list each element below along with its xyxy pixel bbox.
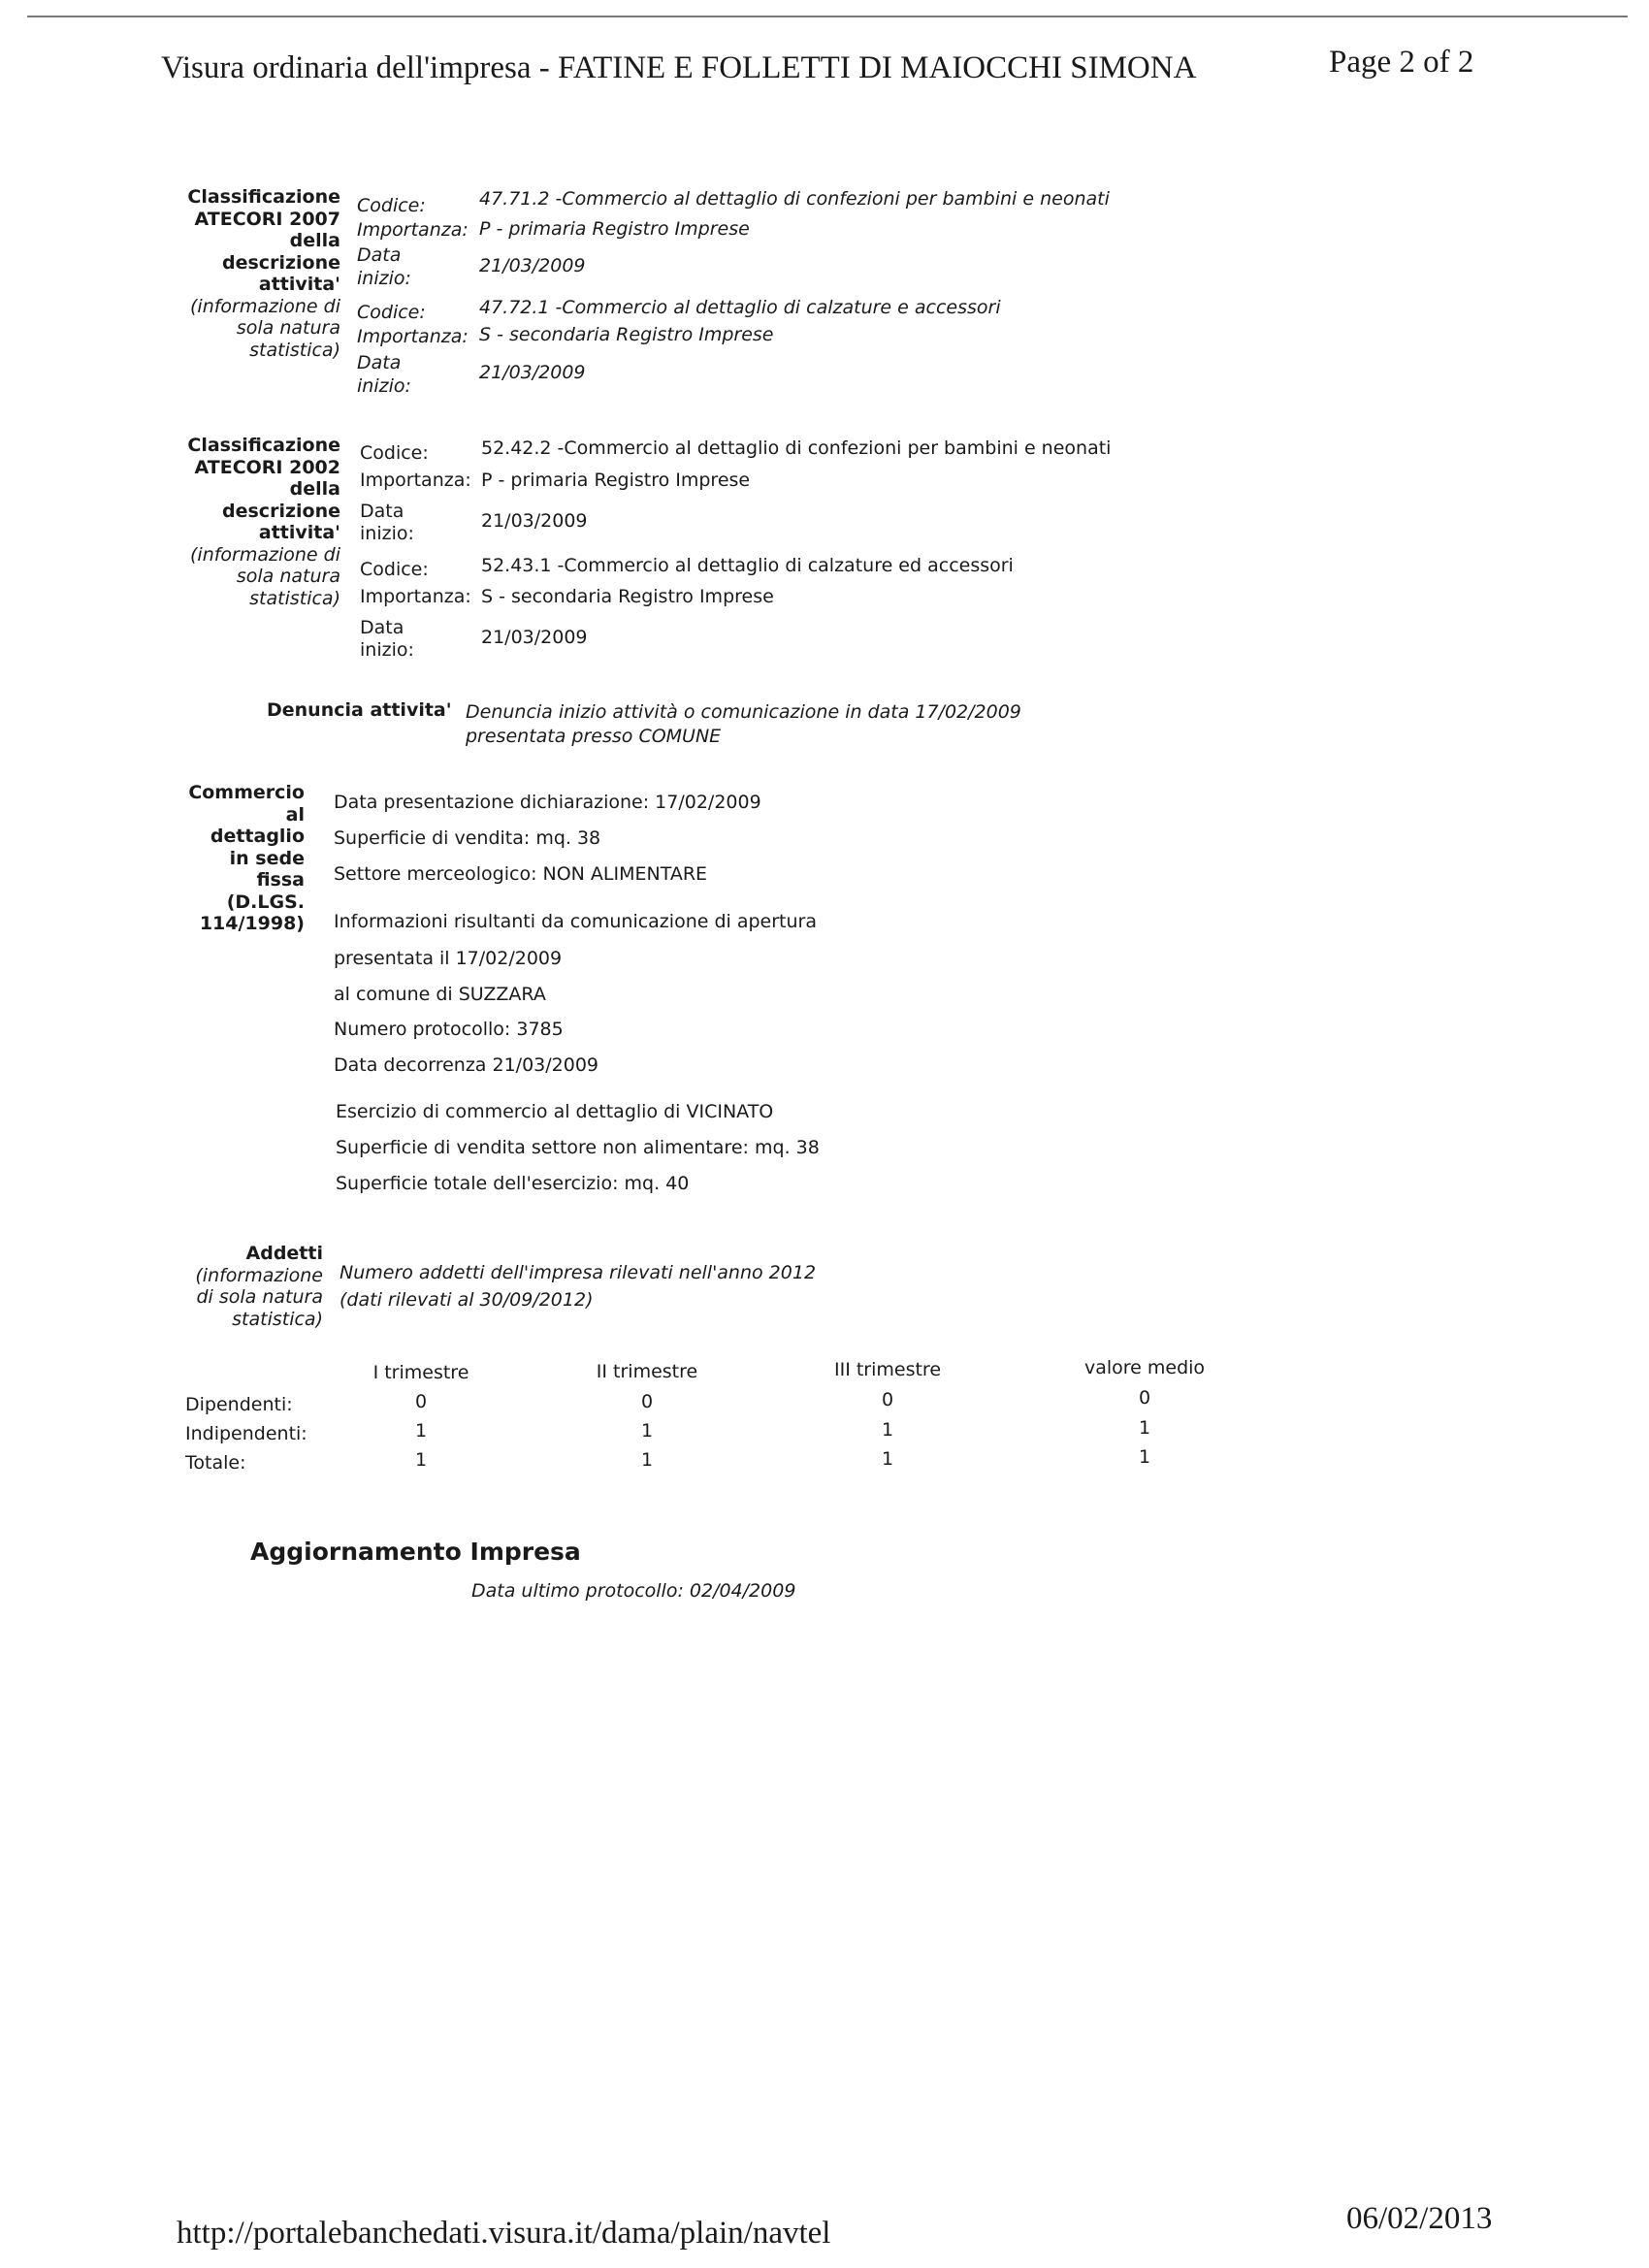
table-cell: 1 [1138, 1446, 1151, 1468]
table-cell: 0 [1138, 1387, 1151, 1409]
table-cell: 0 [881, 1389, 894, 1410]
field-label: Importanza: [357, 219, 469, 241]
label-line: descrizione [222, 500, 340, 522]
note-line: di sola natura [196, 1286, 323, 1308]
field-label: Codice: [360, 559, 429, 580]
commercio-label [188, 782, 305, 935]
label-line: attivita' [258, 522, 340, 543]
column-header: valore medio [1083, 1357, 1206, 1378]
denuncia-label: Denuncia attivita' [267, 699, 452, 721]
aggiornamento-title: Aggiornamento Impresa [250, 1538, 581, 1566]
top-rule [27, 16, 1628, 17]
table-cell: 1 [414, 1449, 428, 1471]
field-label: inizio: [357, 268, 411, 289]
label-line: descrizione [222, 251, 340, 274]
data-inizio-value: 21/03/2009 [479, 362, 586, 383]
column-header: III trimestre [833, 1359, 942, 1380]
field-label: Data [357, 244, 402, 266]
field-label: Importanza: [357, 326, 469, 347]
table-cell: 0 [414, 1391, 428, 1412]
table-cell: 1 [1138, 1417, 1151, 1439]
table-cell: 1 [640, 1449, 654, 1471]
commercio-line: Data decorrenza 21/03/2009 [334, 1054, 598, 1076]
column-header: II trimestre [596, 1361, 698, 1382]
addetti-label [195, 1243, 323, 1330]
page-number: Page 2 of 2 [1329, 45, 1474, 80]
label-line: attivita' [258, 274, 340, 295]
note-line: statistica) [249, 339, 340, 361]
commercio-line: al comune di SUZZARA [334, 984, 546, 1005]
table-cell: 0 [640, 1391, 654, 1412]
label-line: ATECORI 2002 [194, 456, 340, 478]
label-line: in sede [229, 847, 305, 869]
field-label: Codice: [360, 442, 429, 464]
footer-date: 06/02/2013 [1346, 2201, 1493, 2236]
commercio-line: Superficie totale dell'esercizio: mq. 40 [336, 1173, 690, 1194]
table-cell: 1 [881, 1448, 894, 1470]
table-cell: 1 [881, 1419, 894, 1441]
note-line: (informazione di [190, 295, 340, 317]
field-label: Codice: [357, 195, 426, 216]
label-line: ATECORI 2007 [194, 208, 340, 230]
atecori2002-label [187, 435, 340, 609]
importanza-value: S - secondaria Registro Imprese [481, 586, 774, 607]
label-line: al [285, 803, 305, 826]
commercio-line: Superficie di vendita settore non alimentare: mq. 38 [336, 1137, 820, 1158]
field-label: Data [360, 501, 404, 522]
importanza-value: P - primaria Registro Imprese [479, 218, 750, 240]
field-label: inizio: [357, 375, 411, 397]
commercio-line: Esercizio di commercio al dettaglio di VICINATO [336, 1101, 774, 1122]
field-label: inizio: [360, 639, 414, 661]
row-label: Totale: [185, 1452, 246, 1474]
note-line: statistica) [249, 587, 340, 609]
field-label: Codice: [357, 302, 426, 323]
note-line: sola natura [236, 566, 340, 587]
data-inizio-value: 21/03/2009 [481, 510, 588, 532]
table-cell: 1 [414, 1420, 428, 1442]
row-label: Indipendenti: [185, 1423, 307, 1444]
codice-value: 52.43.1 -Commercio al dettaglio di calzature ed accessori [481, 555, 1014, 576]
label-line: dettaglio [210, 826, 305, 847]
atecori2007-label [187, 186, 340, 361]
codice-value: 47.71.2 -Commercio al dettaglio di confezioni per bambini e neonati [479, 188, 1110, 210]
addetti-line1: Numero addetti dell'impresa rilevati nell'anno 2012 [340, 1262, 817, 1283]
aggiornamento-line: Data ultimo protocollo: 02/04/2009 [471, 1580, 796, 1602]
commercio-line: Data presentazione dichiarazione: 17/02/2009 [334, 792, 761, 813]
field-label: Importanza: [360, 586, 471, 607]
field-label: Data [360, 617, 404, 638]
commercio-line: Informazioni risultanti da comunicazione di apertura [334, 911, 817, 932]
commercio-line: Numero protocollo: 3785 [334, 1019, 564, 1040]
note-line: (informazione di [190, 543, 340, 566]
data-inizio-value: 21/03/2009 [481, 627, 588, 648]
denuncia-line2: presentata presso COMUNE [466, 726, 722, 747]
label-line: della [289, 230, 340, 251]
field-label: Data [357, 352, 402, 373]
importanza-value: S - secondaria Registro Imprese [479, 324, 774, 345]
note-line: statistica) [232, 1308, 323, 1330]
label-line: Classificazione [187, 435, 340, 456]
row-label: Dipendenti: [185, 1394, 293, 1415]
column-header: I trimestre [372, 1362, 469, 1383]
label-line: Classificazione [187, 186, 340, 208]
addetti-line2: (dati rilevati al 30/09/2012) [340, 1289, 594, 1311]
data-inizio-value: 21/03/2009 [479, 255, 586, 276]
field-label: Importanza: [360, 470, 471, 491]
field-label: inizio: [360, 523, 414, 544]
label-line: 114/1998) [199, 913, 305, 934]
codice-value: 52.42.2 -Commercio al dettaglio di confezioni per bambini e neonati [481, 437, 1112, 459]
commercio-line: Settore merceologico: NON ALIMENTARE [334, 863, 708, 885]
commercio-line: Superficie di vendita: mq. 38 [334, 827, 601, 849]
codice-value: 47.72.1 -Commercio al dettaglio di calzature e accessori [479, 297, 1001, 318]
table-cell: 1 [640, 1420, 654, 1442]
label-line: della [289, 478, 340, 500]
label-line: (D.LGS. [226, 891, 305, 913]
label-line: Commercio [188, 782, 305, 803]
footer-url: http://portalebanchedati.visura.it/dama/plain/navtel [177, 2216, 831, 2251]
label-line: fissa [256, 869, 305, 891]
note-line: sola natura [236, 317, 340, 339]
note-line: (informazione [195, 1264, 323, 1286]
commercio-line: presentata il 17/02/2009 [334, 948, 563, 969]
denuncia-line1: Denuncia inizio attività o comunicazione in data 17/02/2009 [466, 701, 1021, 723]
document-title: Visura ordinaria dell'impresa - FATINE E FOLLETTI DI MAIOCCHI SIMONA [161, 50, 1197, 85]
label-line: Addetti [245, 1243, 323, 1264]
importanza-value: P - primaria Registro Imprese [481, 470, 751, 491]
